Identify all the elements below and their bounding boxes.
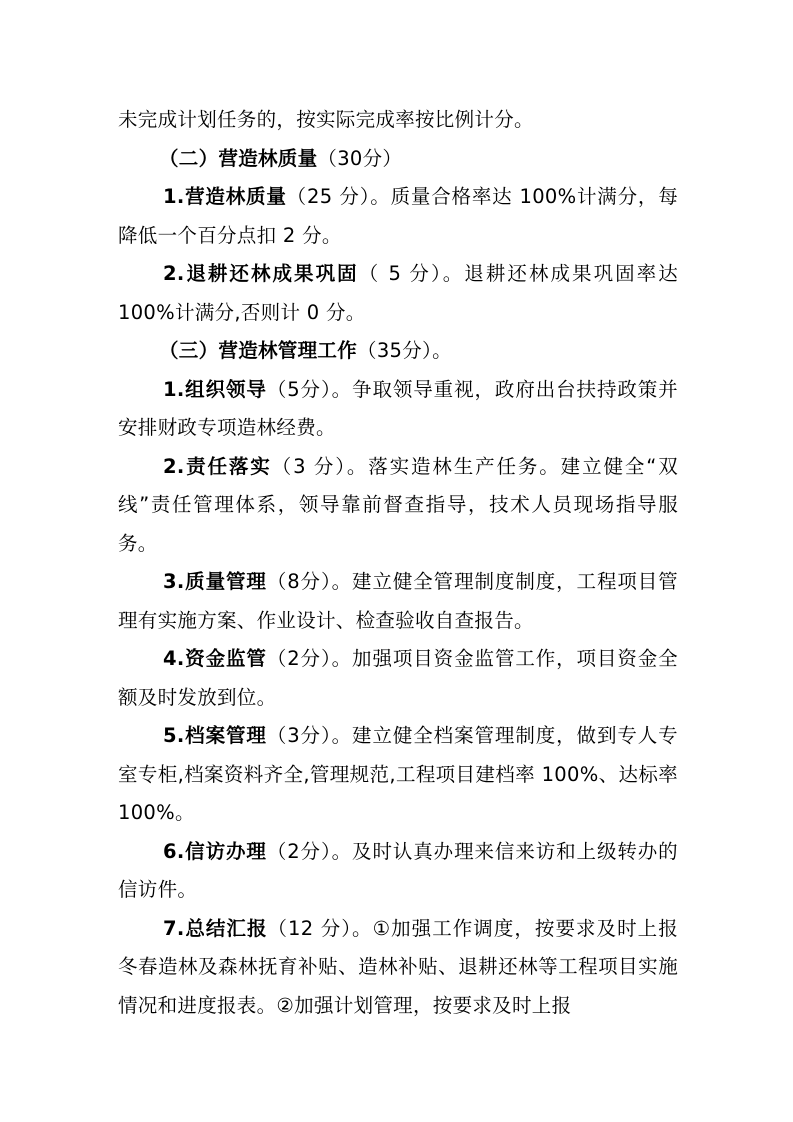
item-text: （3分）。建立健全档案管理制度，做到专人专室专柜,档案资料齐全,管理规范,工程项目建档率 100%、达标率 100%。 bbox=[118, 724, 678, 824]
item-fund-supervision bbox=[118, 640, 678, 717]
item-summary-report bbox=[118, 910, 678, 1026]
section-title: （二）营造林质量 bbox=[159, 146, 318, 170]
item-title: 4.资金监管 bbox=[163, 647, 267, 670]
item-text: （2分）。加强项目资金监管工作，项目资金全额及时发放到位。 bbox=[118, 647, 678, 709]
item-text: （5分）。争取领导重视，政府出台扶持政策并安排财政专项造林经费。 bbox=[118, 377, 678, 439]
section-score: （30分） bbox=[317, 146, 403, 170]
section-score: （35分）。 bbox=[357, 339, 452, 362]
item-text: （3 分）。落实造林生产任务。建立健全“双线”责任管理体系，领导靠前督查指导，技术人员现场指导服务。 bbox=[118, 454, 678, 555]
item-petition-handling bbox=[118, 833, 678, 910]
item-text: （ 5 分）。退耕还林成果巩固率达 100%计满分,否则计 0 分。 bbox=[118, 262, 679, 324]
item-title: 2.退耕还林成果巩固 bbox=[163, 262, 359, 285]
paragraph-text: 未完成计划任务的，按实际完成率按比例计分。 bbox=[118, 108, 534, 131]
section-heading-management bbox=[118, 332, 678, 371]
item-title: 1.营造林质量 bbox=[163, 185, 287, 208]
document-body bbox=[118, 101, 678, 1025]
item-title: 3.质量管理 bbox=[163, 570, 267, 593]
item-title: 1.组织领导 bbox=[163, 377, 267, 401]
section-title: （三）营造林管理工作 bbox=[159, 339, 358, 362]
item-title: 6.信访办理 bbox=[163, 839, 267, 863]
item-title: 5.档案管理 bbox=[163, 724, 267, 747]
paragraph-scoring-rule bbox=[118, 101, 678, 140]
section-heading-quality bbox=[118, 140, 678, 179]
item-responsibility bbox=[118, 448, 678, 564]
item-leadership bbox=[118, 371, 678, 448]
item-grain-to-green-consolidation bbox=[118, 255, 678, 332]
item-title: 2.责任落实 bbox=[163, 454, 272, 478]
item-archive-management bbox=[118, 717, 678, 833]
item-text: （8分）。建立健全管理制度制度，工程项目管理有实施方案、作业设计、检查验收自查报告。 bbox=[118, 570, 678, 632]
item-title: 7.总结汇报 bbox=[163, 916, 268, 940]
item-text: （25 分）。质量合格率达 100%计满分，每降低一个百分点扣 2 分。 bbox=[118, 185, 679, 247]
item-quality-management bbox=[118, 563, 678, 640]
item-text: （12 分）。①加强工作调度，按要求及时上报冬春造林及森林抚育补贴、造林补贴、退耕还林等工程项目实施情况和进度报表。②加强计划管理，按要求及时上报 bbox=[118, 916, 678, 1017]
item-text: （2分）。及时认真办理来信来访和上级转办的信访件。 bbox=[118, 839, 678, 901]
item-afforestation-quality bbox=[118, 178, 678, 255]
